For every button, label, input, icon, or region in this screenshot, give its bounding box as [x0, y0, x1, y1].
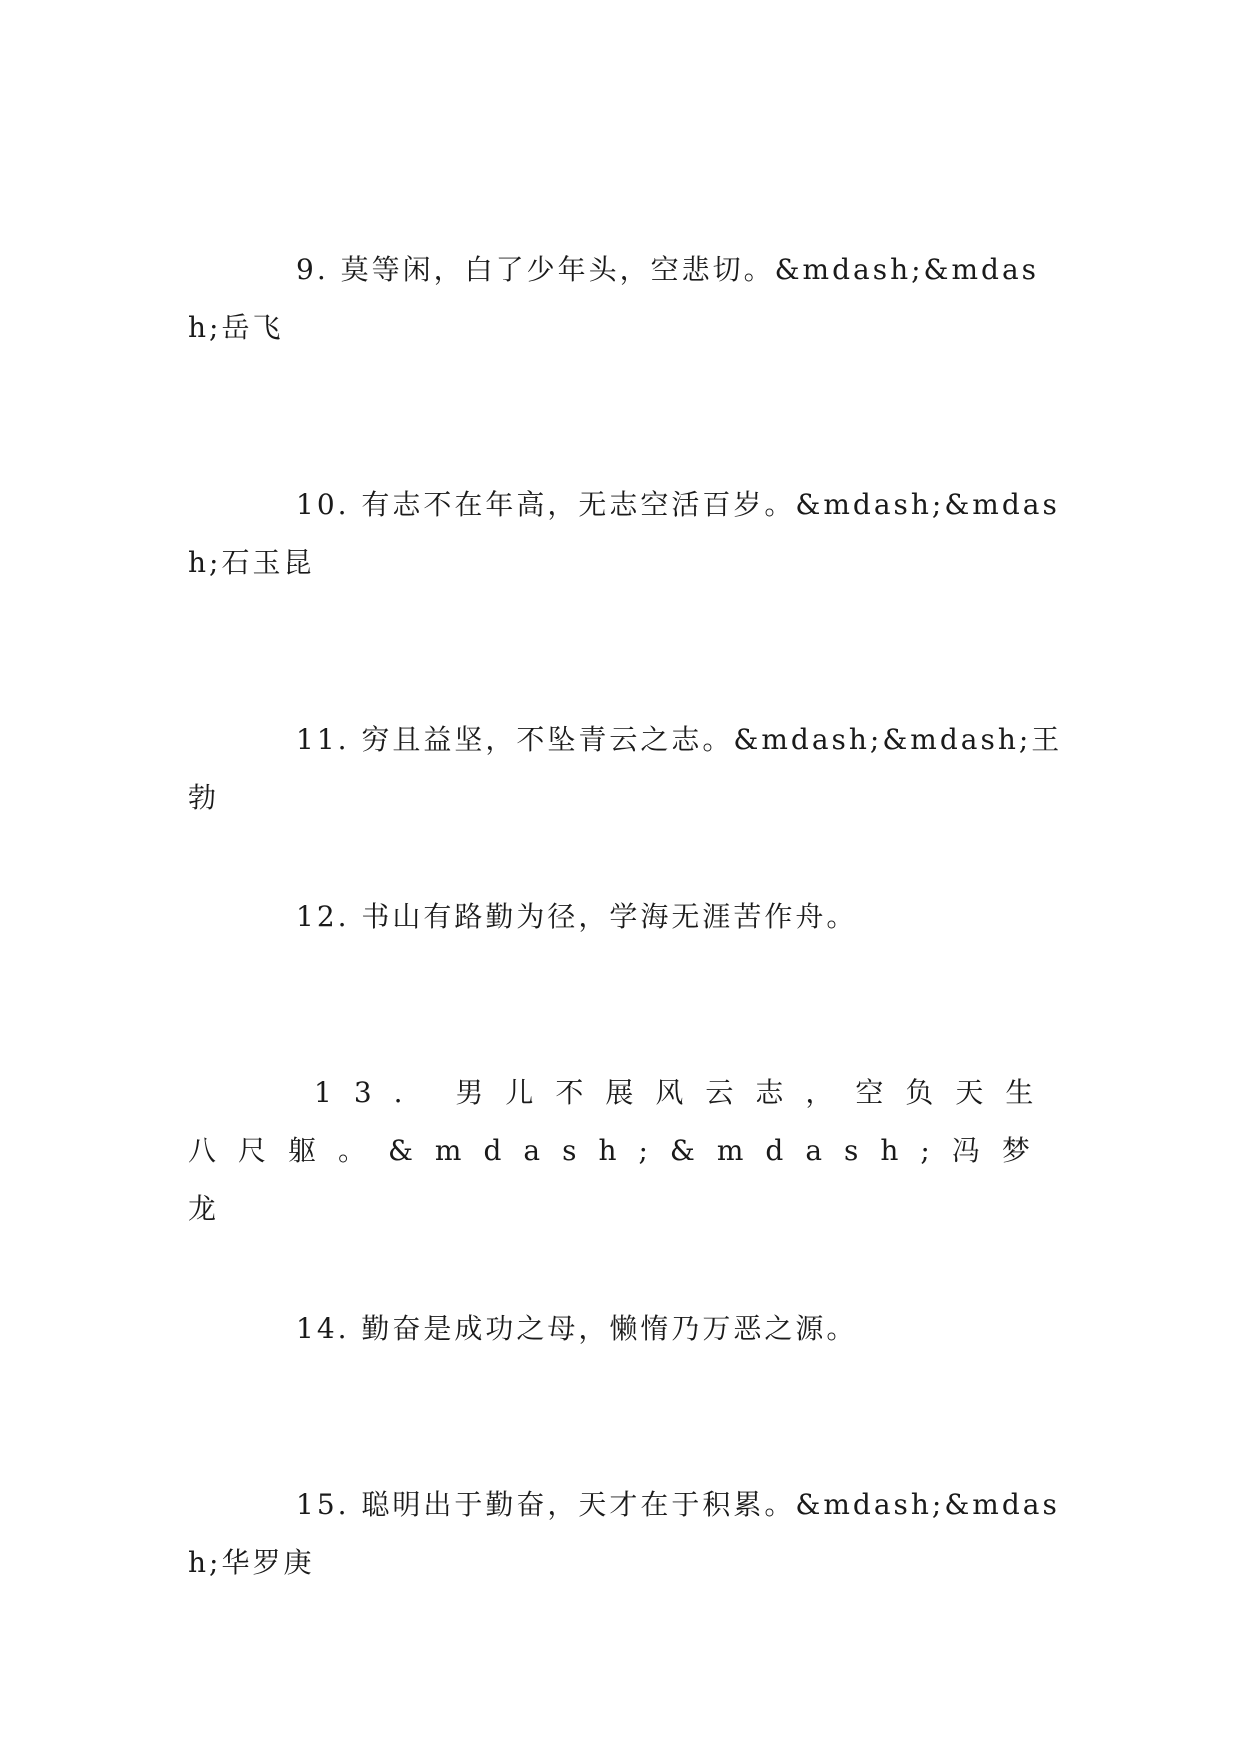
- quote-paragraph: 15. 聪明出于勤奋，天才在于积累。&mdash;&mdash;华罗庚: [188, 1488, 1060, 1579]
- quote-paragraph: 10. 有志不在年高，无志空活百岁。&mdash;&mdash;石玉昆: [188, 488, 1060, 579]
- quote-paragraph: 13. 男儿不展风云志，空负天生八尺躯。&mdash;&mdash;冯梦龙: [188, 1076, 1056, 1225]
- quote-paragraph: 12. 书山有路勤为径，学海无涯苦作舟。: [296, 900, 858, 933]
- quote-paragraph: 14. 勤奋是成功之母，懒惰乃万恶之源。: [296, 1312, 858, 1345]
- quote-paragraph: 9. 莫等闲，白了少年头，空悲切。&mdash;&mdash;岳飞: [188, 253, 1040, 344]
- quote-paragraph: 11. 穷且益坚，不坠青云之志。&mdash;&mdash;王勃: [188, 723, 1063, 814]
